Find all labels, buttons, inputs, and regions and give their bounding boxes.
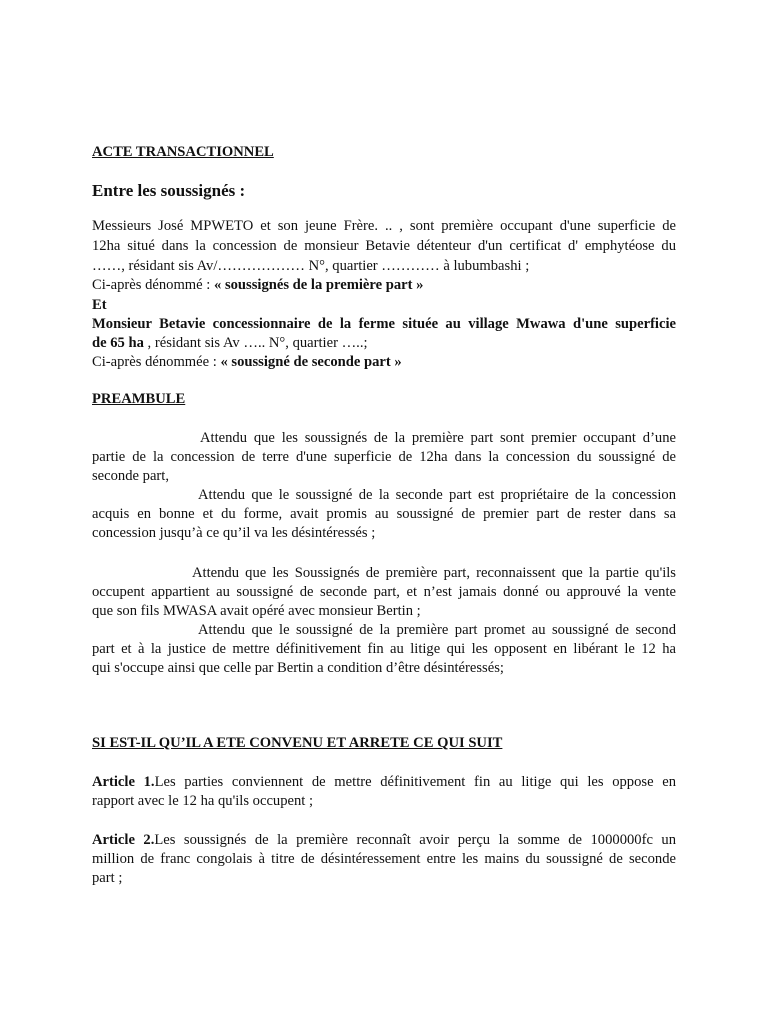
whereas-line: acquis en bonne et du forme, avait promis au soussigné de premier part de rester dans sa (92, 506, 676, 522)
party1-line: 12ha situé dans la concession de monsieur Betavie détenteur d'un certificat d' emphytéose du (92, 238, 676, 254)
article-2-line: million de franc congolais à titre de désintéressement entre les mains du soussigné de seconde (92, 851, 676, 867)
party2-line: Monsieur Betavie concessionnaire de la ferme située au village Mwawa d'une superficie (92, 316, 676, 332)
designation-value: « soussigné de seconde part » (220, 354, 402, 370)
whereas-line: que son fils MWASA avait opéré avec monsieur Bertin ; (92, 603, 421, 619)
and-separator: Et (92, 297, 107, 313)
party1-line: Messieurs José MPWETO et son jeune Frère. .. , sont première occupant d'une superficie de (92, 218, 676, 234)
address-text: , résidant sis Av ….. N°, quartier …..; (143, 335, 368, 351)
document-title: ACTE TRANSACTIONNEL (92, 144, 274, 160)
agreement-heading: SI EST-IL QU’IL A ETE CONVENU ET ARRETE CE QUI SUIT (92, 735, 503, 751)
article-2-line (92, 831, 676, 851)
article-2-text: Les soussignés de la première reconnaît avoir perçu la somme de 1000000fc un (154, 832, 676, 848)
designation-value: « soussignés de la première part » (214, 277, 424, 293)
whereas-line: Attendu que le soussigné de la première part promet au soussigné de second (198, 622, 676, 638)
whereas-line: concession jusqu’à ce qu’il va les désintéressés ; (92, 525, 376, 541)
party1-designation (92, 276, 676, 296)
whereas-line: Attendu que les soussignés de la première part sont premier occupant d’une (200, 430, 676, 446)
whereas-line: qui s'occupe ainsi que celle par Bertin a condition d’être désintéressés; (92, 660, 504, 676)
party1-line: ……, résidant sis Av/……………… N°, quartier ………… à lubumbashi ; (92, 258, 530, 274)
whereas-line: seconde part, (92, 468, 169, 484)
article-1-label: Article 1. (92, 774, 155, 790)
area-value: de 65 ha (92, 335, 144, 351)
whereas-line: occupent appartient au soussigné de seconde part, et n’est jamais donné ou approuvé la vente (92, 584, 676, 600)
article-2-line: part ; (92, 870, 123, 886)
article-1-text: Les parties conviennent de mettre définitivement fin au litige qui les oppose en (154, 774, 676, 790)
article-1-line: rapport avec le 12 ha qu'ils occupent ; (92, 793, 314, 809)
article-1-line (92, 773, 676, 793)
whereas-line: Attendu que le soussigné de la seconde part est propriétaire de la concession (198, 487, 676, 503)
party2-line (92, 334, 676, 354)
whereas-line: part et à la justice de mettre définitivement fin au litige qui les opposent en libérant le 12 ha (92, 641, 676, 657)
designation-label: Ci-après dénommée : (92, 354, 221, 370)
article-2-label: Article 2. (92, 832, 155, 848)
whereas-line: Attendu que les Soussignés de première part, reconnaissent que la partie qu'ils (192, 565, 676, 581)
parties-heading: Entre les soussignés : (92, 181, 246, 200)
preamble-heading: PREAMBULE (92, 391, 186, 407)
party2-designation (92, 353, 676, 373)
whereas-line: partie de la concession de terre d'une superficie de 12ha dans la concession du soussigné de (92, 449, 676, 465)
designation-label: Ci-après dénommé : (92, 277, 214, 293)
